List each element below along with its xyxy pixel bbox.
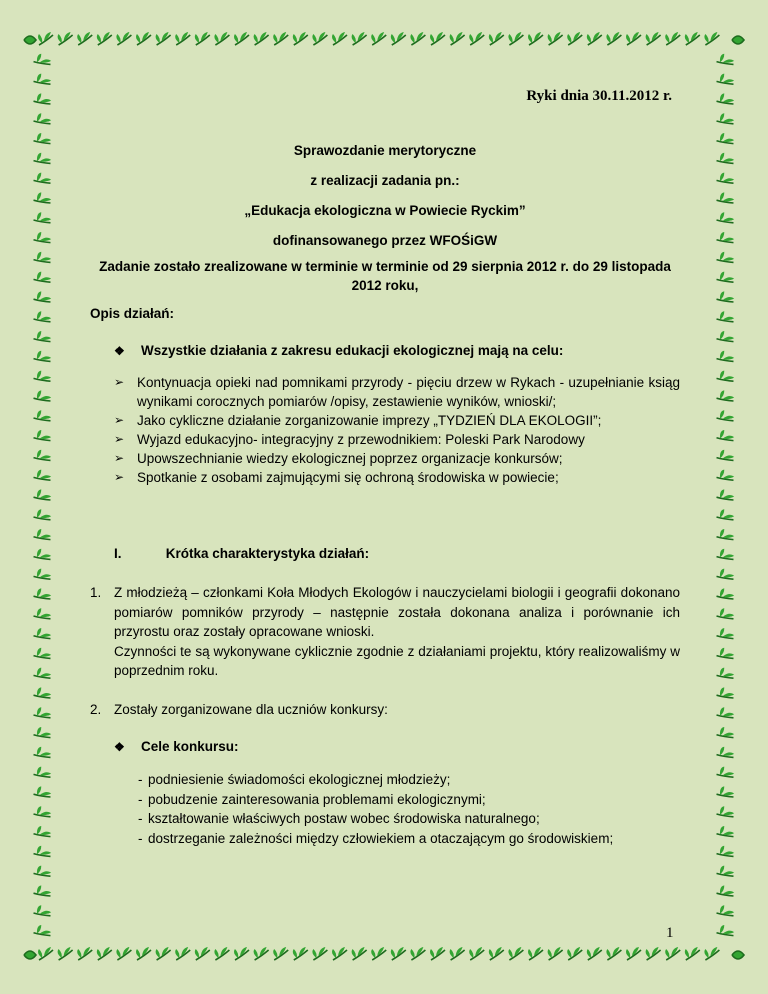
leaf-sprig-icon (716, 269, 736, 289)
title-line-2: z realizacji zadania pn.: (310, 173, 460, 188)
section-title: Krótka charakterystyka działań: (165, 546, 370, 561)
opis-heading: Opis działań: (90, 306, 175, 321)
leaf-sprig-icon (58, 32, 73, 45)
leaf-sprig-icon (716, 190, 736, 210)
leaf-sprig-icon (77, 947, 92, 960)
title-line-4: dofinansowanego przez WFOŚiGW (272, 233, 498, 248)
leaf-sprig-icon (33, 52, 53, 72)
leaf-sprig-icon (214, 947, 229, 960)
leaf-sprig-icon (33, 784, 53, 804)
leaf-sprig-icon (716, 705, 736, 725)
leaf-sprig-icon (33, 547, 53, 567)
leaf-sprig-icon (33, 131, 53, 151)
leaf-sprig-icon (33, 230, 53, 250)
leaf-sprig-icon (195, 947, 210, 960)
list-item: - podniesienie świadomości ekologicznej młodzieży; (138, 770, 678, 790)
list-item: - dostrzeganie zależności między człowiekiem a otaczającym go środowiskiem; (138, 829, 678, 849)
leaf-sprig-icon (685, 32, 700, 45)
leaf-sprig-icon (33, 804, 53, 824)
diamond-bullet-icon: ❖ (114, 739, 125, 754)
leaf-sprig-icon (33, 210, 53, 230)
leaf-sprig-icon (716, 289, 736, 309)
leaf-sprig-icon (33, 408, 53, 428)
leaf-sprig-icon (33, 923, 53, 943)
leaf-sprig-icon (646, 32, 661, 45)
leaf-sprig-icon (430, 947, 445, 960)
leaf-sprig-icon (293, 947, 308, 960)
leaf-sprig-icon (33, 725, 53, 745)
leaf-sprig-icon (716, 131, 736, 151)
leaf-sprig-icon (33, 646, 53, 666)
term-statement (90, 257, 680, 295)
leaf-sprig-icon (716, 467, 736, 487)
leaf-sprig-icon (548, 947, 563, 960)
leaf-sprig-icon (195, 32, 210, 45)
leaf-sprig-icon (716, 844, 736, 864)
list-item: - kształtowanie właściwych postaw wobec środowiska naturalnego; (138, 809, 678, 829)
leaf-sprig-icon (273, 32, 288, 45)
item-number: 1. (90, 585, 102, 600)
leaf-sprig-icon (410, 947, 425, 960)
leaf-sprig-icon (33, 626, 53, 646)
leaf-sprig-icon (391, 947, 406, 960)
leaf-sprig-icon (716, 487, 736, 507)
contest-goals-heading (114, 739, 239, 754)
numbered-item-2 (90, 700, 680, 720)
leaf-sprig-icon (508, 947, 523, 960)
leaf-sprig-icon (352, 947, 367, 960)
item-text: Z młodzieżą – członkami Koła Młodych Ekologów i nauczycielami biologii i geografii dokonano pomiarów pomników przyrody – następnie została dokonana analiza i porównanie ich przyrostu oraz zostały opracowane wnioski. (114, 585, 680, 639)
leaf-sprig-icon (716, 230, 736, 250)
term-line-1: Zadanie zostało zrealizowane w terminie w terminie od 29 sierpnia 2012 r. do 29 listopada (99, 259, 671, 274)
leaf-sprig-icon (716, 626, 736, 646)
leaf-sprig-icon (33, 111, 53, 131)
leaf-sprig-icon (716, 151, 736, 171)
leaf-sprig-icon (33, 883, 53, 903)
contest-goals-title: Cele konkursu: (141, 739, 239, 754)
leaf-sprig-icon (450, 947, 465, 960)
title-line-3: „Edukacja ekologiczna w Powiecie Ryckim” (244, 203, 526, 218)
leaf-sprig-icon (716, 665, 736, 685)
leaf-sprig-icon (567, 32, 582, 45)
list-item: ➢ Kontynuacja opieki nad pomnikami przyrody - pięciu drzew w Rykach - uzupełnianie ksiąg wynikami corocznych pomiarów /opisy, zestawienie wyników, wnioski/; (114, 375, 680, 409)
leaf-sprig-icon (716, 52, 736, 72)
leaf-sprig-icon (391, 32, 406, 45)
leaf-sprig-icon (175, 32, 190, 45)
leaf-sprig-icon (716, 685, 736, 705)
leaf-sprig-icon (38, 32, 53, 45)
arrow-bullet-icon: ➢ (114, 451, 125, 465)
leaf-sprig-icon (716, 923, 736, 943)
leaf-sprig-icon (716, 368, 736, 388)
leaf-sprig-icon (704, 947, 719, 960)
title-line-1: Sprawozdanie merytoryczne (293, 143, 477, 158)
leaf-sprig-icon (33, 665, 53, 685)
leaf-sprig-icon (716, 804, 736, 824)
leaf-sprig-icon (716, 646, 736, 666)
leaf-sprig-icon (234, 947, 249, 960)
leaf-sprig-icon (77, 32, 92, 45)
leaf-sprig-icon (33, 606, 53, 626)
leaf-sprig-icon (33, 309, 53, 329)
leaf-sprig-icon (33, 467, 53, 487)
leaf-sprig-icon (606, 32, 621, 45)
leaf-sprig-icon (33, 151, 53, 171)
leaf-sprig-icon (371, 32, 386, 45)
leaf-sprig-icon (33, 586, 53, 606)
leaf-sprig-icon (469, 32, 484, 45)
leaf-sprig-icon (716, 170, 736, 190)
leaf-sprig-icon (97, 947, 112, 960)
leaf-sprig-icon (716, 329, 736, 349)
page-number: 1 (666, 925, 674, 941)
leaf-sprig-icon (97, 32, 112, 45)
corner-swirl-icon (732, 951, 744, 959)
leaf-sprig-icon (33, 764, 53, 784)
leaf-sprig-icon (33, 448, 53, 468)
leaf-sprig-icon (33, 705, 53, 725)
leaf-sprig-icon (567, 947, 582, 960)
leaf-sprig-icon (716, 309, 736, 329)
list-item: ➢ Jako cykliczne działanie zorganizowanie imprezy „TYDZIEŃ DLA EKOLOGII”; (114, 413, 602, 428)
leaf-sprig-icon (716, 547, 736, 567)
leaf-sprig-icon (33, 507, 53, 527)
leaf-sprig-icon (33, 368, 53, 388)
leaf-sprig-icon (312, 32, 327, 45)
document-title (90, 136, 680, 256)
numbered-item-1 (90, 583, 680, 681)
leaf-sprig-icon (33, 685, 53, 705)
leaf-sprig-icon (430, 32, 445, 45)
leaf-sprig-icon (716, 210, 736, 230)
leaf-sprig-icon (716, 566, 736, 586)
leaf-sprig-icon (332, 32, 347, 45)
leaf-sprig-icon (352, 32, 367, 45)
leaf-sprig-icon (528, 32, 543, 45)
item-number: 2. (90, 702, 102, 717)
corner-swirl-icon (24, 36, 36, 44)
leaf-sprig-icon (332, 947, 347, 960)
arrow-bullet-icon: ➢ (114, 375, 125, 389)
leaf-sprig-icon (33, 487, 53, 507)
leaf-sprig-icon (33, 844, 53, 864)
leaf-sprig-icon (665, 32, 680, 45)
leaf-sprig-icon (587, 947, 602, 960)
leaf-sprig-icon (33, 329, 53, 349)
leaf-sprig-icon (33, 250, 53, 270)
leaf-sprig-icon (234, 32, 249, 45)
leaf-sprig-icon (156, 32, 171, 45)
leaf-sprig-icon (33, 269, 53, 289)
leaf-sprig-icon (716, 408, 736, 428)
leaf-sprig-icon (716, 883, 736, 903)
goal-statement (114, 343, 563, 358)
leaf-sprig-icon (716, 250, 736, 270)
leaf-sprig-icon (626, 947, 641, 960)
leaf-sprig-icon (716, 764, 736, 784)
leaf-sprig-icon (33, 388, 53, 408)
leaf-sprig-icon (508, 32, 523, 45)
leaf-sprig-icon (716, 71, 736, 91)
leaf-sprig-icon (716, 428, 736, 448)
section-number: I. (114, 546, 122, 561)
list-item: ➢ Upowszechnianie wiedzy ekologicznej poprzez organizacje konkursów; (114, 451, 563, 466)
item-text: Zostały zorganizowane dla uczniów konkursy: (114, 702, 388, 717)
leaf-sprig-icon (704, 32, 719, 45)
leaf-sprig-icon (548, 32, 563, 45)
goal-text: Wszystkie działania z zakresu edukacji ekologicznej mają na celu: (141, 343, 564, 358)
arrow-bullet-icon: ➢ (114, 432, 125, 446)
list-item: ➢ Spotkanie z osobami zajmującymi się ochroną środowiska w powiecie; (114, 470, 559, 485)
leaf-sprig-icon (33, 349, 53, 369)
leaf-sprig-icon (716, 349, 736, 369)
leaf-sprig-icon (33, 190, 53, 210)
leaf-sprig-icon (606, 947, 621, 960)
leaf-sprig-icon (716, 784, 736, 804)
leaf-sprig-icon (33, 527, 53, 547)
leaf-sprig-icon (716, 725, 736, 745)
leaf-sprig-icon (116, 947, 131, 960)
leaf-sprig-icon (156, 947, 171, 960)
leaf-sprig-icon (587, 32, 602, 45)
contest-goals-list (138, 770, 678, 848)
leaf-sprig-icon (58, 947, 73, 960)
corner-swirl-icon (24, 951, 36, 959)
leaf-sprig-icon (33, 566, 53, 586)
leaf-sprig-icon (371, 947, 386, 960)
leaf-sprig-icon (646, 947, 661, 960)
leaf-sprig-icon (273, 947, 288, 960)
leaf-sprig-icon (136, 947, 151, 960)
section-heading (114, 546, 369, 561)
list-item: - pobudzenie zainteresowania problemami ekologicznymi; (138, 790, 678, 810)
leaf-sprig-icon (489, 32, 504, 45)
leaf-sprig-icon (716, 606, 736, 626)
diamond-bullet-icon: ❖ (114, 343, 125, 358)
leaf-sprig-icon (38, 947, 53, 960)
activities-list (114, 373, 680, 487)
arrow-bullet-icon: ➢ (114, 413, 125, 427)
leaf-sprig-icon (685, 947, 700, 960)
leaf-sprig-icon (716, 903, 736, 923)
leaf-sprig-icon (293, 32, 308, 45)
leaf-sprig-icon (716, 824, 736, 844)
leaf-sprig-icon (254, 947, 269, 960)
leaf-sprig-icon (489, 947, 504, 960)
document-date: Ryki dnia 30.11.2012 r. (526, 88, 672, 104)
leaf-sprig-icon (410, 32, 425, 45)
leaf-sprig-icon (716, 111, 736, 131)
leaf-sprig-icon (716, 507, 736, 527)
leaf-sprig-icon (716, 745, 736, 765)
leaf-sprig-icon (214, 32, 229, 45)
arrow-bullet-icon: ➢ (114, 470, 125, 484)
leaf-sprig-icon (254, 32, 269, 45)
leaf-sprig-icon (716, 586, 736, 606)
leaf-sprig-icon (716, 448, 736, 468)
leaf-sprig-icon (312, 947, 327, 960)
leaf-sprig-icon (33, 428, 53, 448)
leaf-sprig-icon (716, 863, 736, 883)
leaf-sprig-icon (33, 863, 53, 883)
leaf-sprig-icon (450, 32, 465, 45)
list-item: ➢ Wyjazd edukacyjno- integracyjny z przewodnikiem: Poleski Park Narodowy (114, 432, 585, 447)
leaf-sprig-icon (469, 947, 484, 960)
leaf-sprig-icon (33, 289, 53, 309)
leaf-sprig-icon (665, 947, 680, 960)
leaf-sprig-icon (116, 32, 131, 45)
leaf-sprig-icon (175, 947, 190, 960)
leaf-sprig-icon (136, 32, 151, 45)
leaf-sprig-icon (33, 745, 53, 765)
item-text-continued: Czynności te są wykonywane cyklicznie zgodnie z działaniami projektu, który realizowaliśmy w poprzednim roku. (114, 643, 680, 678)
leaf-sprig-icon (33, 903, 53, 923)
leaf-sprig-icon (33, 170, 53, 190)
leaf-sprig-icon (716, 388, 736, 408)
term-line-2: 2012 roku, (351, 278, 419, 293)
leaf-sprig-icon (716, 527, 736, 547)
leaf-sprig-icon (626, 32, 641, 45)
leaf-sprig-icon (33, 824, 53, 844)
corner-swirl-icon (732, 36, 744, 44)
leaf-sprig-icon (716, 91, 736, 111)
leaf-sprig-icon (528, 947, 543, 960)
